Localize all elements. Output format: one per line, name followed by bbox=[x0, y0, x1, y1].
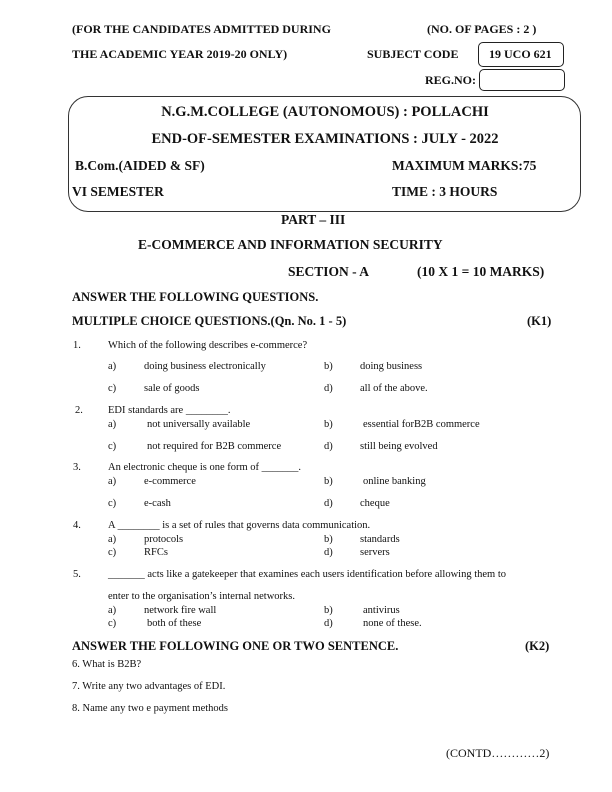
option-letter: c) bbox=[108, 383, 117, 394]
option-text: doing business electronically bbox=[144, 361, 266, 372]
question-number: 5. bbox=[73, 569, 81, 580]
option-letter: a) bbox=[108, 419, 117, 430]
question-number: 4. bbox=[73, 520, 81, 531]
option-text: network fire wall bbox=[144, 605, 217, 616]
short-question-7: 7. Write any two advantages of EDI. bbox=[72, 681, 226, 692]
candidates-note-line1: (FOR THE CANDIDATES ADMITTED DURING bbox=[72, 22, 331, 36]
option-text: none of these. bbox=[363, 618, 422, 629]
option-text: RFCs bbox=[144, 547, 168, 558]
option-text: sale of goods bbox=[144, 383, 200, 394]
question-text: EDI standards are ________. bbox=[108, 405, 231, 416]
mcq-heading: MULTIPLE CHOICE QUESTIONS.(Qn. No. 1 - 5) bbox=[72, 314, 347, 328]
exam-name: END-OF-SEMESTER EXAMINATIONS : JULY - 2022 bbox=[151, 131, 499, 147]
short-question-6: 6. What is B2B? bbox=[72, 659, 142, 670]
option-text: e-cash bbox=[144, 498, 171, 509]
option-letter: d) bbox=[324, 547, 333, 558]
option-text: all of the above. bbox=[360, 383, 428, 394]
mcq-level: (K1) bbox=[527, 314, 552, 328]
option-letter: a) bbox=[108, 534, 117, 545]
option-text: antivirus bbox=[363, 605, 400, 616]
exam-time: TIME : 3 HOURS bbox=[392, 184, 498, 199]
max-marks: MAXIMUM MARKS:75 bbox=[392, 158, 537, 173]
option-letter: d) bbox=[324, 618, 333, 629]
subject-code-label: SUBJECT CODE bbox=[367, 47, 459, 61]
short-answer-heading: ANSWER THE FOLLOWING ONE OR TWO SENTENCE. bbox=[72, 639, 399, 653]
option-text: standards bbox=[360, 534, 400, 545]
option-letter: b) bbox=[324, 419, 333, 430]
part-heading: PART – III bbox=[281, 212, 346, 227]
option-letter: a) bbox=[108, 605, 117, 616]
question-number: 1. bbox=[73, 340, 81, 351]
option-letter: c) bbox=[108, 618, 117, 629]
subject-title: E-COMMERCE AND INFORMATION SECURITY bbox=[138, 237, 443, 252]
subject-code-box bbox=[478, 42, 564, 67]
candidates-note-line2: THE ACADEMIC YEAR 2019-20 ONLY) bbox=[72, 47, 288, 61]
option-letter: b) bbox=[324, 605, 333, 616]
question-text-continued: enter to the organisation’s internal networks. bbox=[108, 591, 296, 602]
short-question-8: 8. Name any two e payment methods bbox=[72, 703, 229, 714]
section-marks: (10 X 1 = 10 MARKS) bbox=[417, 264, 545, 279]
question-text: Which of the following describes e-commerce? bbox=[108, 340, 308, 351]
option-letter: d) bbox=[324, 441, 333, 452]
instruction-answer: ANSWER THE FOLLOWING QUESTIONS. bbox=[72, 290, 319, 304]
page-count: (NO. OF PAGES : 2 ) bbox=[427, 22, 537, 36]
option-letter: d) bbox=[324, 498, 333, 509]
option-text: doing business bbox=[360, 361, 423, 372]
short-answer-level: (K2) bbox=[525, 639, 550, 653]
option-text: both of these bbox=[147, 618, 202, 629]
college-name: N.G.M.COLLEGE (AUTONOMOUS) : POLLACHI bbox=[161, 104, 489, 120]
reg-no-label: REG.NO: bbox=[425, 73, 476, 87]
option-letter: d) bbox=[324, 383, 333, 394]
question-number: 3. bbox=[73, 462, 81, 473]
reg-no-field[interactable] bbox=[479, 69, 565, 91]
option-text: protocols bbox=[144, 534, 184, 545]
question-number: 2. bbox=[75, 405, 83, 416]
option-letter: a) bbox=[108, 361, 117, 372]
option-text: online banking bbox=[363, 476, 426, 487]
option-letter: c) bbox=[108, 547, 117, 558]
option-text: essential forB2B commerce bbox=[363, 419, 480, 430]
option-text: cheque bbox=[360, 498, 390, 509]
option-text: not universally available bbox=[147, 419, 251, 430]
option-letter: a) bbox=[108, 476, 117, 487]
option-letter: b) bbox=[324, 534, 333, 545]
semester: VI SEMESTER bbox=[72, 184, 164, 199]
continued-note: (CONTD…………2) bbox=[446, 746, 550, 760]
option-text: not required for B2B commerce bbox=[147, 441, 282, 452]
course-name: B.Com.(AIDED & SF) bbox=[75, 158, 205, 173]
question-text: A ________ is a set of rules that governs data communication. bbox=[108, 520, 371, 531]
subject-code-value: 19 UCO 621 bbox=[489, 47, 552, 61]
option-letter: b) bbox=[324, 361, 333, 372]
option-letter: c) bbox=[108, 441, 117, 452]
question-text: _______ acts like a gatekeeper that examines each users identification before allowing them to bbox=[108, 569, 506, 580]
option-letter: b) bbox=[324, 476, 333, 487]
option-text: e-commerce bbox=[144, 476, 196, 487]
option-text: still being evolved bbox=[360, 441, 438, 452]
option-text: servers bbox=[360, 547, 390, 558]
option-letter: c) bbox=[108, 498, 117, 509]
question-text: An electronic cheque is one form of _______. bbox=[108, 462, 302, 473]
section-label: SECTION - A bbox=[288, 264, 370, 279]
